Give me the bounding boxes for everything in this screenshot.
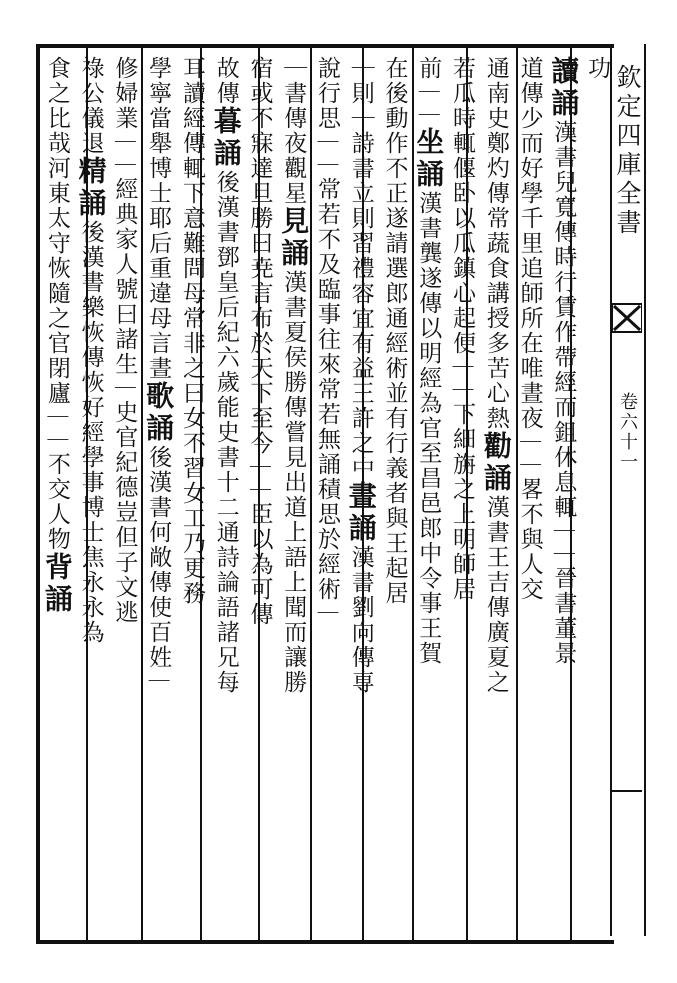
text-segment: 宿或不寐達旦 xyxy=(246,56,273,206)
text-segment: 漢書夏侯勝傳嘗見出道上語上聞而讓勝 xyxy=(280,270,307,695)
repeat-mark: ｜ xyxy=(112,377,137,400)
text-segment: 漢書王吉傳廣夏之 xyxy=(482,495,509,695)
text-segment: 學寧當舉博士耶后重違母言晝 xyxy=(145,56,172,381)
text-segment: 積思於經術 xyxy=(314,477,340,602)
text-column xyxy=(411,56,445,924)
repeat-mark: ｜｜ xyxy=(551,520,576,566)
text-column xyxy=(378,56,412,924)
text-segment: 下細旃之上明師居 xyxy=(449,402,476,602)
text-column xyxy=(141,56,175,924)
text-segment: 臣以為可傳 xyxy=(246,502,273,627)
text-segment: 漢書龔遂傳以明經為官至昌邑郎中令事王賀 xyxy=(415,191,442,666)
entry-heading: 精誦 xyxy=(74,156,108,220)
text-column xyxy=(513,56,547,924)
text-column xyxy=(242,56,276,924)
entry-heading: 勸誦 xyxy=(479,431,513,495)
entry-heading: 暮誦 xyxy=(209,106,243,170)
text-segment: 食之比哉 xyxy=(43,56,70,156)
text-segment: 在後 xyxy=(381,56,408,106)
text-segment: 通南史鄭灼傳常蔬食講授多苦心熱 xyxy=(482,56,509,431)
text-segment: 後漢書樂恢傳恢好經學事博士焦永永為 xyxy=(77,220,104,645)
margin-divider xyxy=(612,790,642,792)
text-segment: 不交人物 xyxy=(43,452,70,552)
text-segment: 後漢書何敞傳使百姓 xyxy=(145,445,172,670)
text-segment: 前 xyxy=(415,56,442,81)
text-column xyxy=(209,56,243,924)
text-segment: 後漢書鄧皇后紀六歲能史書十二通詩論語諸兄每 xyxy=(212,170,239,695)
text-segment: 功 xyxy=(584,56,611,81)
text-segment: 修婦業 xyxy=(111,56,138,131)
text-segment: 勝曰尭言布於天下至今 xyxy=(246,206,273,456)
entry-heading: 歌誦 xyxy=(142,381,176,445)
text-segment: 祿公儀退 xyxy=(77,56,104,156)
text-column xyxy=(310,56,344,924)
text-segment: 晉書董景 xyxy=(550,566,577,666)
repeat-mark: ｜｜ xyxy=(517,431,542,477)
text-segment: 道傳少而好學千里追師所在唯晝夜 xyxy=(516,56,543,431)
text-column xyxy=(74,56,108,924)
repeat-mark: ｜｜ xyxy=(315,131,339,177)
text-segment: 故傳 xyxy=(212,56,239,106)
text-column xyxy=(40,56,74,924)
text-segment: 讀經傳輒下意難問母常非之曰女不習女工乃更務 xyxy=(178,81,205,606)
text-column xyxy=(479,56,513,924)
text-column xyxy=(546,56,580,924)
repeat-mark: ｜ xyxy=(315,602,339,625)
text-segment: 若瓜時輒偃卧以瓜鎮心起便 xyxy=(449,56,476,356)
text-segment: 耳 xyxy=(178,56,205,81)
text-column xyxy=(580,56,614,924)
text-segment: ｜書傳夜觀星 xyxy=(280,56,307,206)
text-column xyxy=(344,56,378,924)
text-segment: 史官紀德豈但子文逃 xyxy=(111,400,138,625)
text-column xyxy=(276,56,310,924)
text-segment: 漢書兒寬傳時行賃作帶經而鉏休息輒 xyxy=(550,120,577,520)
fishtail-mark-icon xyxy=(612,300,642,336)
repeat-mark: ｜｜ xyxy=(112,131,137,177)
repeat-mark: ｜｜ xyxy=(416,81,441,127)
text-column xyxy=(175,56,209,924)
text-segment: 河東太守恢隨之官閉廬 xyxy=(43,156,70,406)
text-segment: 動作不正遂請選郎通經術並有行義者與王起居 xyxy=(381,106,408,606)
text-column xyxy=(445,56,479,924)
text-segment: 畧不與人交 xyxy=(516,477,543,602)
margin-book-title: 欽定四庫全書 xyxy=(613,64,642,238)
repeat-mark: ｜｜ xyxy=(450,356,475,402)
entry-heading: 背誦 xyxy=(40,552,74,616)
entry-heading: 晝誦 xyxy=(344,481,378,545)
text-segment: 經典家人號曰諸生 xyxy=(111,177,138,377)
text-segment: 漢書劉向傳専 xyxy=(347,545,374,695)
repeat-mark: ｜ xyxy=(146,670,171,693)
text-segment: ｜則｜詩書立則習禮容宜有益王許之中 xyxy=(347,56,374,481)
repeat-mark: ｜｜ xyxy=(44,406,69,452)
repeat-mark: ｜｜ xyxy=(247,456,272,502)
margin-volume: 卷六十一 xyxy=(617,392,638,472)
text-segment: 說行思 xyxy=(314,56,340,131)
entry-heading: 見誦 xyxy=(277,206,311,270)
text-column xyxy=(107,56,141,924)
entry-heading: 讀誦 xyxy=(547,56,581,120)
text-segment: 常若不及臨事往來常若無誦 xyxy=(314,177,340,477)
entry-heading: 坐誦 xyxy=(412,127,446,191)
